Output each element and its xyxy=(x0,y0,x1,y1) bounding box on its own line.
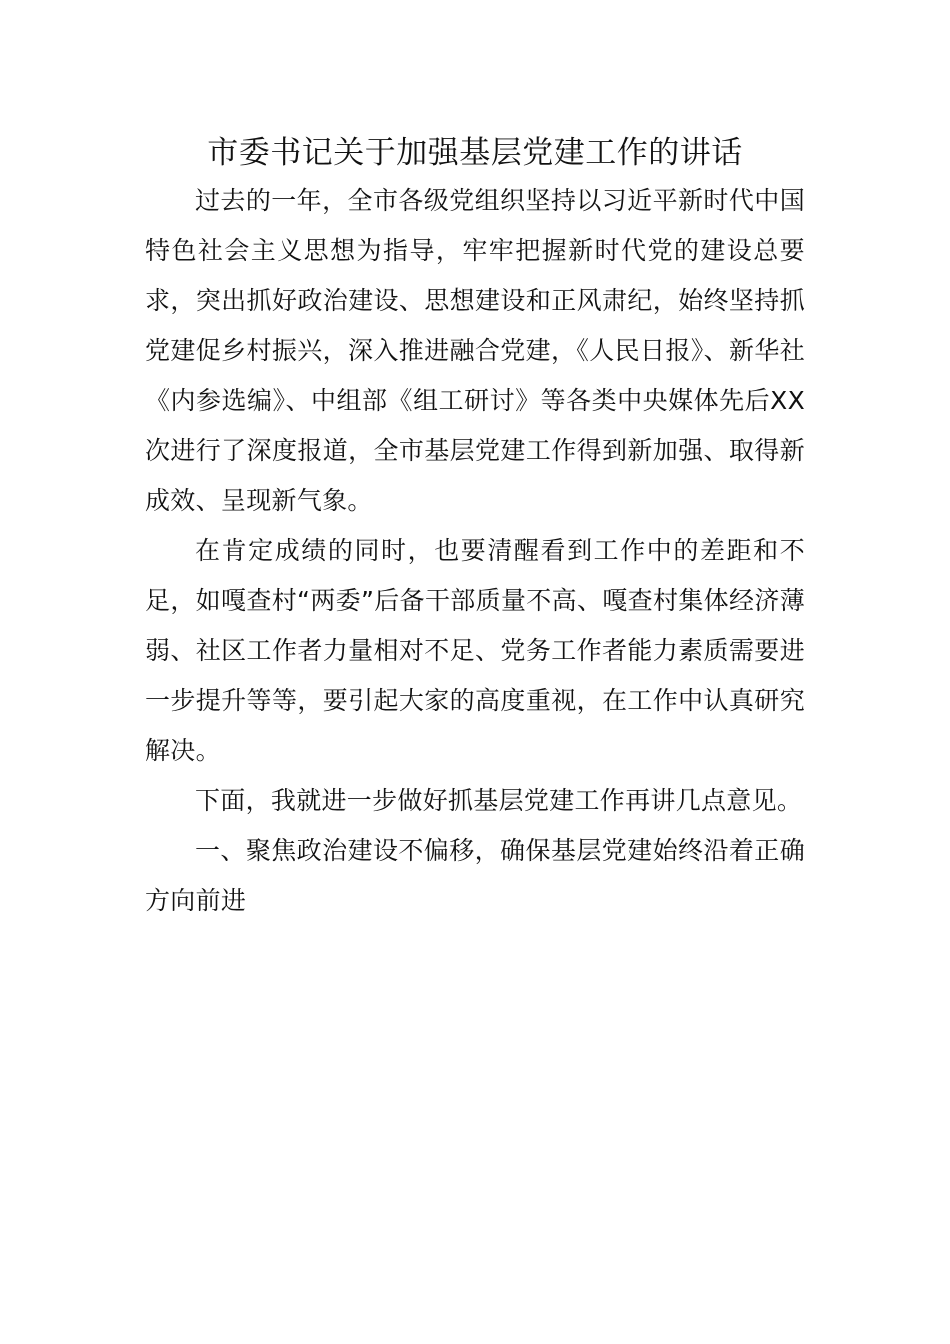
paragraph-achievements: 过去的一年，全市各级党组织坚持以习近平新时代中国特色社会主义思想为指导，牢牢把握新时代党的建设总要求，突出抓好政治建设、思想建设和正风肃纪，始终坚持抓党建促乡村振兴，深入推进融合党建，《人民日报》、新华社《内参选编》、中组部《组工研讨》等各类中央媒体先后XX次进行了深度报道，全市基层党建工作得到新加强、取得新成效、呈现新气象。 xyxy=(145,186,805,515)
document-body xyxy=(145,176,805,926)
paragraph-shortcomings: 在肯定成绩的同时，也要清醒看到工作中的差距和不足，如嘎查村“两委”后备干部质量不高、嘎查村集体经济薄弱、社区工作者力量相对不足、党务工作者能力素质需要进一步提升等等，要引起大家的高度重视，在工作中认真研究解决。 xyxy=(145,536,805,765)
section-heading-one: 一、聚焦政治建设不偏移，确保基层党建始终沿着正确方向前进 xyxy=(145,836,805,915)
document-title: 市委书记关于加强基层党建工作的讲话 xyxy=(207,135,743,171)
paragraph-transition: 下面，我就进一步做好抓基层党建工作再讲几点意见。 xyxy=(195,786,803,815)
